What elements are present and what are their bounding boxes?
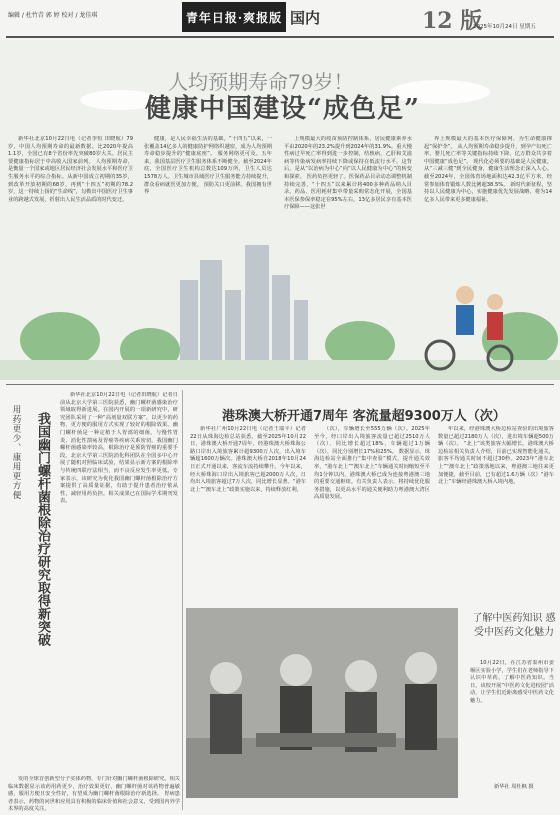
- lead-headline: 健康中国建设“成色足”: [145, 94, 420, 124]
- column-divider: [182, 390, 183, 810]
- bridge-column-3: [438, 426, 554, 602]
- tcm-caption-text: 10月22日，在江苏省泰州市姜堰区实验小学，学生们在老师指导下认识中草药，了解中医药知识。当日，该校开展“中医药文化进校园”活动，让学生们近距离感受中医药文化魅力。: [470, 660, 554, 704]
- photo-credit: 新华社 周杜枫 摄: [494, 784, 534, 790]
- lead-column-4: [424, 136, 552, 316]
- side-story-tail: [8, 776, 180, 812]
- lead-column-2: [144, 136, 272, 316]
- photo-placeholder-icon: [186, 608, 458, 798]
- header-rule: [6, 36, 554, 38]
- side-story-subtitle: 用药更少、康用更方便: [11, 405, 21, 500]
- tcm-caption: [470, 660, 554, 780]
- lead-column-3-text: 上规模最大的疫苗预防控制体系，居民健康素养水平由2020年的23.2%提升到2024年的31.9%。重大慢性病过早死亡率得到进一步控制，结核病、乙肝和艾滋病等传染病发病率持续下降或保持在低流行水平。这背后，是从“以治病为中心”向“以人民健康为中心”的转变和探索。 医药负担更轻了。医保药品目录动态调整机制持续完善，“十四五”以来累计将400多种药品纳入目录。药品、医用耗材集中带量采购常态化开展，全国基本医保参保率稳定在95%左右，13亿多居民享有基本医疗保障——这张世: [284, 136, 412, 211]
- newspaper-masthead: 青年日报·爽报版: [182, 2, 286, 32]
- side-story-body: [60, 392, 178, 776]
- side-story-tail-text: 发的全球首创新型分子实体药物，专门针对幽门螺杆菌根除研究。相关临床数据显示该药用药更少，治疗效果更好，幽门螺杆菌对该药物普遍敏感，服用方便且安全性好，有望成为幽门螺杆菌根除治疗新选择。 胃病患者表示，药物的问世和应用具有积极的临床价值和社会意义，受到国内外学术界的高度关注。: [8, 776, 180, 812]
- bridge-story-headline: 港珠澳大桥开通7周年 客流量超9300万人（次）: [222, 409, 506, 424]
- lead-column-1-text: 新华社北京10月22日电（记者李恒 田晓航）79岁，中国人均预期寿命的最新数据。比2020年提高1.1岁，全国已有8个省份率先突破80岁大关。居民主要健康指标居于中高收入国家前列。 人均预期寿命，是衡量一个国家或地区居民经济社会发展水平和医疗卫生服务水平的综合指标。从新中国成立初期的35岁，到改革开放初期的68岁，再到“十四五”初期的78.2岁，这一持续上扬的“生命线”，勾勒出中国医疗卫生事业的跨越式发展，折射出人民生活品质的时代变迁。: [8, 136, 133, 203]
- bridge-column-2-text: （次），车辆增长至555万辆（次）。2025年至今，经口岸出入境旅客流量已超过2510万人（次）、同比增长超过18%，车辆超过1万辆（次），同比分别增长17%和25%。 数据显示，珠海边检站全面推行“集中查验”模式，提升通关效率，“港车北上”“澳车北上”车辆通关时间缩短至平均1分钟以内，港珠澳大桥已成为连接粤港澳三地的重要交通枢纽。有关负责人表示，将持续优化服务措施，以更高水平的通关便利助力粤港澳大湾区高质量发展。: [314, 426, 430, 501]
- ground: [0, 360, 560, 380]
- lead-column-3: [284, 136, 412, 316]
- page-number: 12 版: [422, 8, 483, 34]
- lead-column-1: [8, 136, 133, 316]
- issue-date: 2025年10月24日 星期五: [473, 24, 536, 30]
- section-divider: [6, 384, 554, 385]
- section-label: 国内: [290, 9, 321, 27]
- bridge-column-1-text: 新华社广州10月22日电（记者王瑞平）记者22日从珠海边检总站获悉，截至2025年10月22日，港珠澳大桥开通7周年，经港珠澳大桥珠海公路口岸出入境旅客累计超9300万人次，出入境车辆超1600万辆次。港珠澳大桥自2018年10月24日正式开通以来，客流车流持续攀升。今年以来，经大桥珠海口岸出入境旅客已超2000万人次，日均出入境旅客超过7万人次，同比增长显著。“港车北上”“澳车北上”政策实施以来，持续释放红利，: [190, 426, 306, 493]
- editor-credits: 编辑 / 杜竹青 郭 婷 校对 / 龙佳琪: [8, 12, 98, 19]
- bridge-column-1: [190, 426, 306, 602]
- students-herbs-photo: [186, 608, 458, 798]
- side-story-headline: 我国幽门螺杆菌根除治疗研究取得新突破: [35, 412, 50, 646]
- lead-column-4-text: 界上规模最大的基本医疗保障网，为生命健康撑起“保护伞”。 从人均预期寿命稳步提升，到孕产妇死亡率、婴儿死亡率等关键指标持续下降，亿万群众共享着中国健康“成色足”。 现代化必须要的基础是人民健康。从“三减三健”到全民健身，健康生活理念正深入人心。截至2024年，全国体育场地面积达42.3亿平方米，经常参加体育锻炼人数比例超38.5%。 新时代新征程，坚持以人民健康为中心，实施健康优先发展战略，将为14亿多人民带来更多健康福祉。: [424, 136, 552, 203]
- lead-subtitle: 人均预期寿命79岁！: [168, 70, 354, 94]
- lead-column-2-text: 健康，是人民幸福生活的基础。“十四五”以来，一张覆盖14亿多人的健康防护网络织越密，成为人均预期寿命稳步提升的“健康底座”。 服务网络更可及。五年来，我国基层医疗卫生服务体系不断健全。截至2024年底，全国医疗卫生机构总数达109万所，卫生人员达1578万人。卫生城市县域医疗卫生服务能力持续提升，群众看病就医更加方便。 预防关口更前移。我国拥有世界: [144, 136, 272, 196]
- bridge-column-3-text: 年以来，经港珠澳大桥边检站查验的出境旅客数量已超过2180万人（次），进出境车辆超500万辆（次）。 “北上”该类旅客大幅增长。港珠澳大桥边检站相关负责人介绍，目前已实现智能化通关，旅客平均通关时间不超过30秒。2023年“港车北上”“澳车北上”政策落地以来，粤港澳三地往来更加便捷，截至目前，已有超过1.6万辆（次）“港车北上”车辆经港珠澳大桥入境内地。: [438, 426, 554, 486]
- bridge-column-2: [314, 426, 430, 602]
- tcm-story-headline: 了解中医药知识 感受中医药文化魅力: [472, 613, 556, 638]
- side-story-body-text: 新华社北京10月22日电（记者田晓航）记者日前从北京大学第三医院获悉，幽门螺杆菌感染治疗领域取得新进展。在国内开展的一项新研究中，研究团队采用了一种“高剂量双联方案”，以更少的药物、更方便的服用方式实现了较好的根除效果。幽门螺杆菌是一种定植于人胃部的细菌，与慢性胃炎、消化性溃疡及胃癌等疾病关系密切。我国幽门螺杆菌感染率较高，根除治疗是预防胃癌的重要手段。北京大学第三医院消化科团队在全国多中心开展了随机对照临床试验，结果显示新方案的根除率与传统四联疗法相当，而不良反应发生率更低。专家表示，该研究为优化我国幽门螺杆菌根除治疗方案提供了高质量证据，有助于提升患者治疗依从性，减轻用药负担。相关成果已在国际学术期刊发表。: [60, 392, 178, 505]
